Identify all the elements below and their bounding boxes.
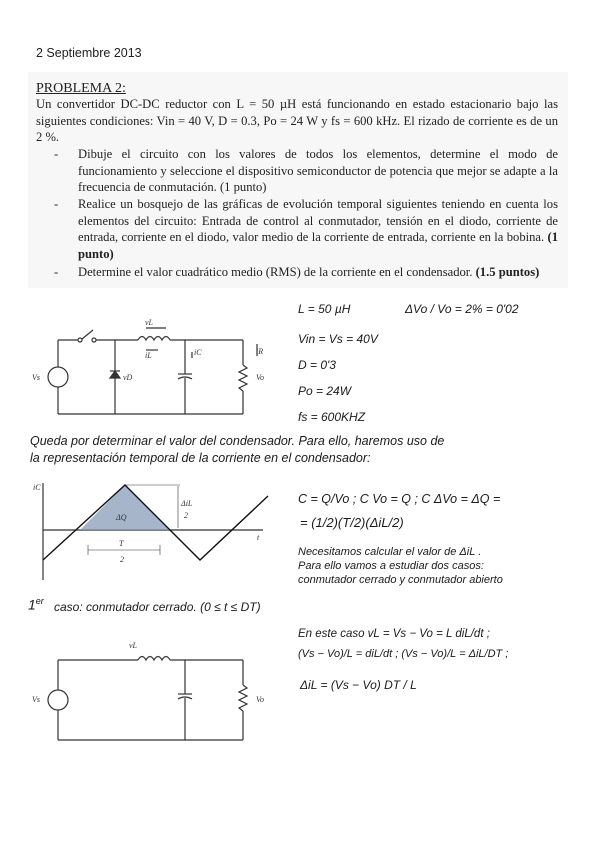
bullet-2-points: (1 punto) [78,230,558,261]
note-line-2: la representación temporal de la corriente en el condensador: [30,451,371,465]
label-ir: iR [256,347,264,356]
case-1-title: caso: conmutador cerrado. (0 ≤ t ≤ DT) [54,600,261,614]
bullet-2: - Realice un bosquejo de las gráficas de evolución temporal siguientes teniendo en cuenta los elementos del circuito: Entrada de control al conmutador, tensión en el diodo, corriente de entrada, corriente en el diodo, valor medio de la corriente de entrada, corriente en la bobina. (1 punto) [54,197,558,261]
case-1-number [28,596,44,613]
need-line-2: Para ello vamos a estudiar dos casos: [298,560,484,572]
graph-dq: ΔQ [116,513,127,522]
given-d: D = 0'3 [298,358,336,372]
graph-xlabel: t [257,533,260,542]
need-line-1: Necesitamos calcular el valor de ΔiL . [298,546,482,558]
label-vo-2: Vo [256,695,264,704]
bullet-3: - Determine el valor cuadrático medio (RMS) de la corriente en el condensador. (1.5 puntos) [54,265,540,279]
need-line-3: conmutador cerrado y conmutador abierto [298,574,503,586]
given-ripple: ΔVo / Vo = 2% = 0'02 [405,302,519,316]
label-vo: Vo [256,373,264,382]
closed-switch-circuit-diagram [28,640,278,750]
label-ic: iC [194,348,202,357]
problem-statement: Un convertidor DC-DC reductor con L = 50 µH está funcionando en estado estacionario bajo las siguientes condiciones: Vin = 40 V, D = 0.3, Po = 24 W y fs = 600 kHz. El rizado de corriente es de un 2 %. [36,97,558,144]
label-vs: Vs [32,373,40,382]
label-vd: vD [123,373,133,382]
note-line-1: Queda por determinar el valor del condensador. Para ello, haremos uso de [30,434,445,448]
graph-ylabel: iC [33,483,41,492]
graph-t-den: 2 [120,555,124,564]
capacitor-current-graph [28,478,273,583]
bullet-3-text: Determine el valor cuadrático medio (RMS) de la corriente en el condensador. [78,265,473,279]
case-1-eq-2: (Vs − Vo)/L = diL/dt ; (Vs − Vo)/L = ΔiL/DT ; [298,648,509,660]
label-il: iL [145,351,152,360]
date-header: 2 Septiembre 2013 [36,46,142,60]
case-1-sup: er [35,596,44,606]
given-fs: fs = 600KHZ [298,410,366,424]
problem-title: PROBLEMA 2: [36,81,126,96]
label-vl-2: vL [129,641,137,650]
given-vin: Vin = Vs = 40V [298,332,378,346]
given-po: Po = 24W [298,384,352,398]
label-vl: vL [145,318,153,327]
given-l: L = 50 µH [298,302,351,316]
bullet-3-points: (1.5 puntos) [475,265,540,279]
case-1-eq-1: En este caso vL = Vs − Vo = L diL/dt ; [298,628,490,640]
bullet-1: - Dibuje el circuito con los valores de todos los elementos, determine el modo de funcionamiento y seleccione el dispositivo semiconductor de potencia que mejor se adapte a la frecuencia de conmutación. (1 punto) [54,147,558,194]
graph-di: ΔiL [181,499,193,508]
graph-t: T [119,539,124,548]
graph-di-den: 2 [184,511,188,520]
bullet-2-text: Realice un bosquejo de las gráficas de evolución temporal siguientes teniendo en cuenta los elementos del circuito: Entrada de control al conmutador, tensión en el diodo, corriente de entrada, corriente en el diodo, valor medio de la corriente de entrada, corriente en la bobina. [78,197,558,244]
case-1-eq-3: ΔiL = (Vs − Vo) DT / L [300,678,417,692]
eq-capacitance: C = Q/Vo ; C Vo = Q ; C ΔVo = ΔQ = [298,492,501,506]
eq-charge: = (1/2)(T/2)(ΔiL/2) [300,515,404,530]
bullet-1-points: (1 punto) [219,180,267,194]
case-1-num: 1 [28,596,36,613]
buck-circuit-diagram [28,310,278,420]
label-vs-2: Vs [32,695,40,704]
bullet-1-text: Dibuje el circuito con los valores de todos los elementos, determine el modo de funcionamiento y seleccione el dispositivo semiconductor de potencia que mejor se adapte a la frecuencia de conmutación. [78,147,558,194]
